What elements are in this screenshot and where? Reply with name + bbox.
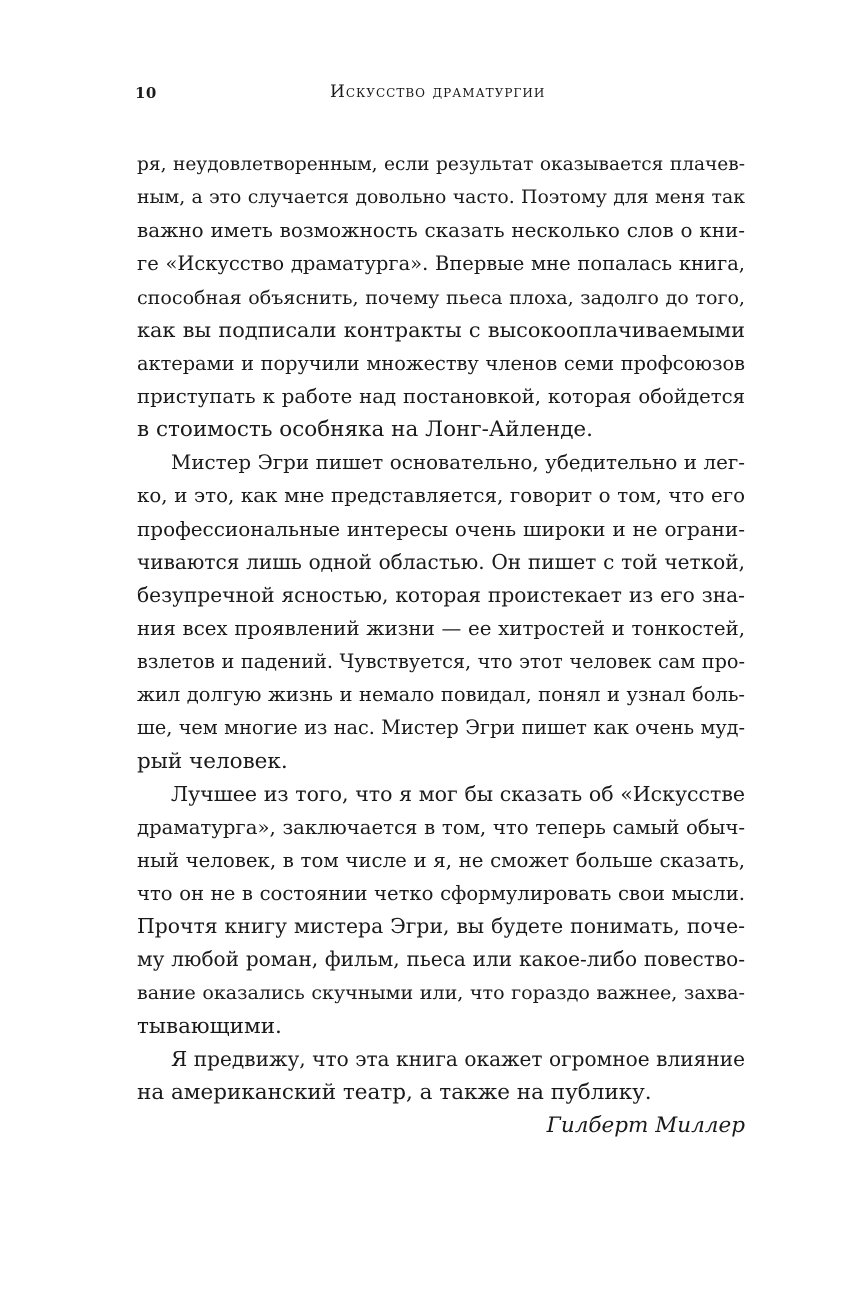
body-text [137,148,745,1142]
text-line: Лучшее из того, что я мог бы сказать об «Искусстве [171,781,745,806]
text-line: взлетов и падений. Чувствуется, что этот человек сам про- [137,650,745,674]
text-line: ря, неудовлетворенным, если результат оказывается плачев- [137,154,745,175]
text-line: приступать к работе над постановкой, которая обойдется [137,384,745,408]
text-line: ше, чем многие из нас. Мистер Эгри пишет как очень муд- [137,716,745,740]
text-line: профессиональные интересы очень широки и не ограни- [137,516,745,541]
paragraph [137,778,745,1043]
text-line: Мистер Эгри пишет основательно, убедительно и лег- [171,451,745,475]
text-line: му любой роман, фильм, пьеса или какое-либо повество- [137,947,745,972]
text-line: способная объяснить, почему пьеса плоха, задолго до того, [137,285,745,309]
text-line: тывающими. [137,1013,282,1039]
text-line: в стоимость особняка на Лонг-Айленде. [137,417,593,443]
text-line: драматурга», заключается в том, что теперь самый обыч- [137,815,745,839]
running-title: Искусство драматургии [330,82,546,102]
text-line: что он не в состоянии четко сформулировать свои мысли. [137,882,745,906]
author-signature: Гилберт Миллер [546,1113,745,1139]
page-number: 10 [135,84,157,102]
text-line: ге «Искусство драматурга». Впервые мне попалась книга, [137,252,745,276]
text-line: ния всех проявлений жизни — ее хитростей и тонкостей, [137,616,745,640]
text-line: рый человек. [137,748,288,774]
text-line: Прочтя книгу мистера Эгри, вы будете понимать, поче- [137,914,745,939]
text-line: ным, а это случается довольно часто. Поэтому для меня так [137,187,745,209]
text-line: чиваются лишь одной областью. Он пишет с той четкой, [137,549,745,574]
text-line: жил долгую жизнь и немало повидал, понял и узнал боль- [137,683,745,707]
text-line: Я предвижу, что эта книга окажет огромное влияние [171,1046,745,1071]
text-line: ный человек, в том числе и я, не сможет больше сказать, [137,848,745,872]
text-line: как вы подписали контракты с высокооплачиваемыми [137,317,745,342]
paragraph [137,1043,745,1109]
text-line: ко, и это, как мне представляется, говорит о том, что его [137,484,745,508]
paragraph [137,148,745,446]
text-line: на американский театр, а также на публику. [137,1079,652,1105]
text-line: важно иметь возможность сказать несколько слов о кни- [137,219,745,243]
text-line: вание оказались скучными или, что гораздо важнее, захва- [137,981,745,1004]
text-line: актерами и поручили множеству членов семи профсоюзов [137,351,745,375]
paragraph [137,446,745,777]
text-line: безупречной ясностью, которая проистекает из его зна- [137,582,745,607]
